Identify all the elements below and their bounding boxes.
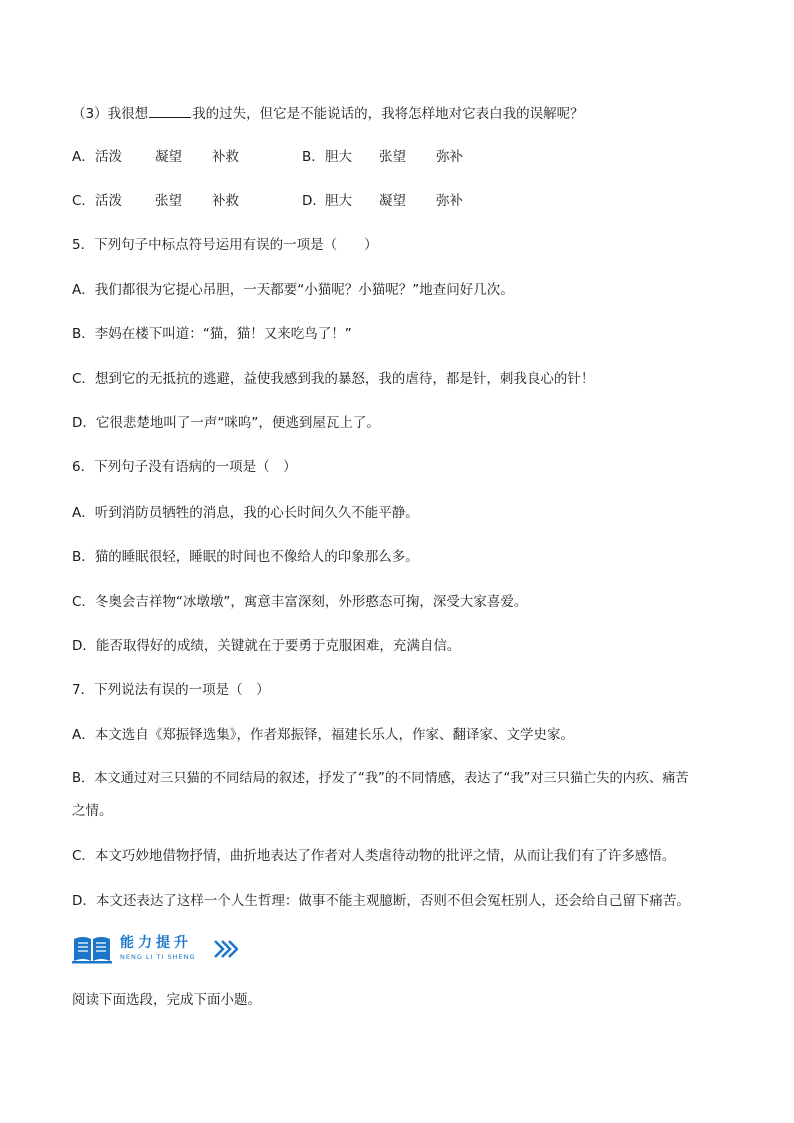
- q5-option-c: C．想到它的无抵抗的逃避，益使我感到我的暴怒，我的虐待，都是针，刺我良心的针！: [72, 371, 595, 387]
- section-header: [72, 932, 272, 968]
- q6-option-a: A．听到消防员牺牲的消息，我的心长时间久久不能平静。: [72, 505, 419, 521]
- q4-3-option-c-word2: 张望: [155, 193, 182, 209]
- q7-stem: 7．下列说法有误的一项是（ ）: [72, 682, 270, 698]
- q4-3-option-b-word3: 弥补: [436, 149, 463, 165]
- double-chevron-right-icon: [212, 938, 238, 960]
- q4-3-option-d-word1: 胆大: [325, 193, 352, 209]
- q7-option-b-line1: B．本文通过对三只猫的不同结局的叙述，抒发了“我”的不同情感，表达了“我”对三只猫亡失的内疚、痛苦: [72, 771, 689, 786]
- fill-in-blank: [149, 103, 191, 118]
- section-subtitle: NENG LI TI SHENG: [120, 953, 196, 961]
- q4-3-option-b-word2: 张望: [379, 149, 406, 165]
- q6-stem: 6．下列句子没有语病的一项是（ ）: [72, 459, 297, 475]
- q4-3-option-b-word1: 胆大: [325, 149, 352, 165]
- q7-option-d: D．本文还表达了这样一个人生哲理：做事不能主观臆断，否则不但会冤枉别人，还会给自己留下痛苦。: [72, 893, 690, 909]
- q4-3-option-c-letter: C．: [72, 193, 95, 209]
- q4-3-stem: [72, 103, 732, 124]
- q5-option-d: D．它很悲楚地叫了一声“咪呜”，便逃到屋瓦上了。: [72, 415, 380, 431]
- book-icon: [72, 934, 112, 964]
- q4-3-option-a-letter: A．: [72, 149, 95, 165]
- q6-option-b: B．猫的睡眠很轻，睡眠的时间也不像给人的印象那么多。: [72, 549, 419, 565]
- section-title: 能力提升: [120, 935, 192, 951]
- q4-3-option-d-word3: 弥补: [436, 193, 463, 209]
- q4-3-option-b-letter: B．: [302, 149, 325, 165]
- q4-3-option-d-word2: 凝望: [379, 193, 406, 209]
- q7-option-c: C．本文巧妙地借物抒情，曲折地表达了作者对人类虐待动物的批评之情，从而让我们有了许多感悟。: [72, 848, 676, 864]
- q6-option-c: C．冬奥会吉祥物“冰墩墩”，寓意丰富深刻，外形憨态可掬，深受大家喜爱。: [72, 594, 528, 610]
- q4-3-stem-start: （3）我很想: [72, 106, 149, 122]
- reading-instruction: 阅读下面选段，完成下面小题。: [72, 992, 261, 1008]
- q4-3-stem-end: 我的过失，但它是不能说话的，我将怎样地对它表白我的误解呢？: [192, 106, 584, 122]
- q4-3-option-a-word2: 凝望: [155, 149, 182, 165]
- q5-stem: 5．下列句子中标点符号运用有误的一项是（ ）: [72, 237, 378, 253]
- q4-3-option-d-letter: D．: [302, 193, 326, 209]
- q7-option-a: A．本文选自《郑振铎选集》，作者郑振铎，福建长乐人，作家、翻译家、文学史家。: [72, 727, 574, 743]
- q5-option-a: A．我们都很为它提心吊胆，一天都要“小猫呢？小猫呢？”地查问好几次。: [72, 282, 514, 298]
- q4-3-option-c-word1: 活泼: [95, 193, 122, 209]
- q4-3-option-a-word3: 补救: [212, 149, 239, 165]
- q4-3-option-c-word3: 补救: [212, 193, 239, 209]
- q6-option-d: D．能否取得好的成绩，关键就在于要勇于克服困难，充满自信。: [72, 638, 461, 654]
- q5-option-b: B．李妈在楼下叫道：“猫，猫！又来吃鸟了！”: [72, 326, 352, 342]
- q4-3-option-a-word1: 活泼: [95, 149, 122, 165]
- q7-option-b-line2: 之情。: [72, 803, 113, 819]
